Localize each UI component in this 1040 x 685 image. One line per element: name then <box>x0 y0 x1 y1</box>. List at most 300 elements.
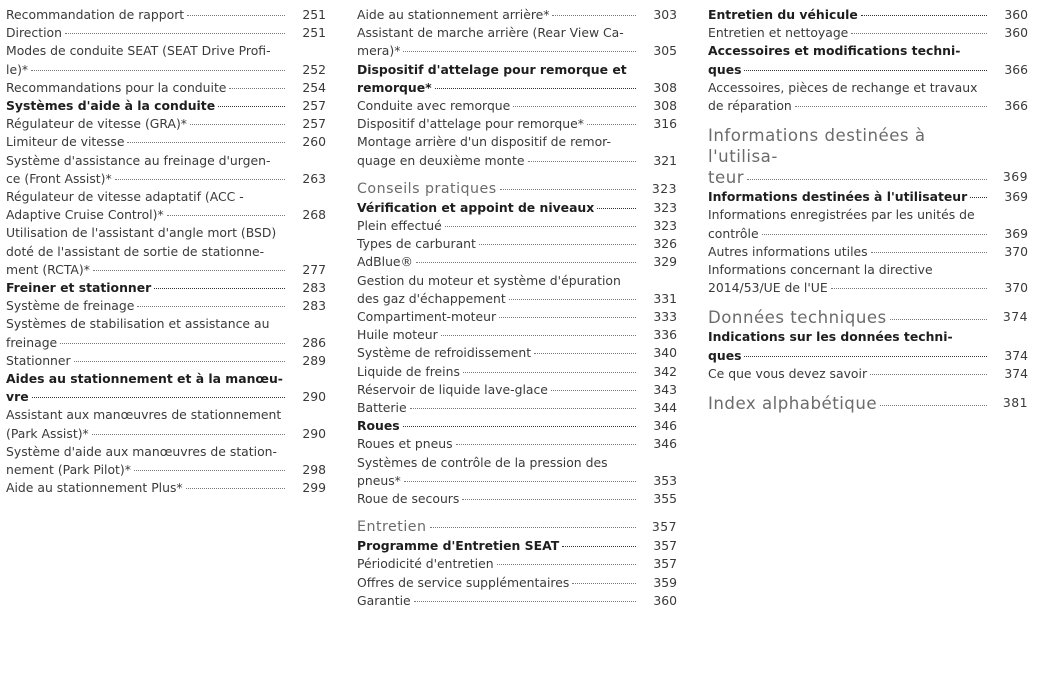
dot-leader <box>552 15 636 16</box>
toc-entry[interactable] <box>6 188 332 224</box>
toc-entry-title-line: de réparation <box>708 98 792 114</box>
toc-page-number: 355 <box>653 491 677 507</box>
toc-page-number: 303 <box>653 7 677 22</box>
toc-entry-title-line: Roues <box>357 418 400 434</box>
dot-leader <box>31 70 285 71</box>
toc-entry[interactable] <box>6 224 332 279</box>
toc-entry[interactable] <box>357 399 683 417</box>
toc-entry-title-line: ment (RCTA)* <box>6 261 90 277</box>
toc-entry-last-line <box>357 472 683 490</box>
toc-page-number: 283 <box>302 280 326 296</box>
toc-page-number: 331 <box>653 290 677 306</box>
toc-entry-title-line: Régulateur de vitesse (GRA)* <box>6 116 188 132</box>
toc-column-2 <box>357 6 683 610</box>
toc-entry-last-line <box>357 592 683 610</box>
toc-entry-title-line: freinage <box>6 334 58 350</box>
dot-leader <box>186 488 285 489</box>
toc-entry-last-line <box>357 253 683 271</box>
toc-entry[interactable] <box>357 537 683 555</box>
toc-page-number: 342 <box>653 363 677 379</box>
dot-leader <box>410 408 636 409</box>
toc-entry[interactable] <box>6 79 332 97</box>
toc-entry-title-line: Autres informations utiles <box>708 243 868 259</box>
toc-entry[interactable] <box>357 490 683 508</box>
toc-entry-last-line <box>708 393 1034 414</box>
toc-column-3 <box>708 6 1034 414</box>
toc-entry-last-line <box>357 344 683 362</box>
toc-entry[interactable] <box>357 574 683 592</box>
toc-entry-last-line <box>357 199 683 217</box>
toc-page-number: 316 <box>653 116 677 132</box>
toc-entry-title-line: Entretien du véhicule <box>708 7 858 22</box>
toc-page-number: 340 <box>653 345 677 361</box>
toc-entry-last-line <box>6 79 332 97</box>
toc-entry-title-line: Utilisation de l'assistant d'angle mort (BSD) <box>6 225 277 241</box>
toc-entry[interactable] <box>708 307 1034 328</box>
toc-entry[interactable] <box>708 79 1034 115</box>
dot-leader <box>500 189 636 190</box>
toc-entry[interactable] <box>6 42 332 78</box>
dot-leader <box>497 564 636 565</box>
toc-entry-title-line: Freiner et stationner <box>6 280 152 296</box>
toc-page-number: 308 <box>653 79 677 95</box>
dot-leader <box>479 244 636 245</box>
toc-entry-title-line: Adaptive Cruise Control)* <box>6 207 164 223</box>
toc-entry[interactable] <box>6 297 332 315</box>
toc-entry-last-line <box>6 297 332 315</box>
dot-leader <box>74 361 285 362</box>
toc-entry-title-line: Plein effectué <box>357 218 442 234</box>
toc-entry-title-line: Conseils pratiques <box>357 180 497 197</box>
toc-entry[interactable] <box>357 61 683 97</box>
toc-page-number: 374 <box>1002 309 1028 325</box>
toc-page-number: 357 <box>653 538 677 554</box>
toc-entry-title-line: Direction <box>6 25 62 41</box>
toc-entry-title-line: Conduite avec remorque <box>357 98 511 114</box>
toc-page-number: 321 <box>653 152 677 168</box>
toc-page-number: 366 <box>1004 61 1028 77</box>
toc-entry-title-line: ce (Front Assist)* <box>6 170 112 186</box>
toc-page-number: 346 <box>653 418 677 434</box>
dot-leader <box>115 179 285 180</box>
toc-entry-last-line <box>6 206 332 224</box>
toc-entry-title-line: mera)* <box>357 43 401 59</box>
toc-entry-last-line <box>6 425 332 443</box>
toc-entry[interactable] <box>357 518 683 537</box>
toc-entry[interactable] <box>357 435 683 453</box>
toc-page-number: 323 <box>653 199 677 215</box>
toc-entry-title-line: Régulateur de vitesse adaptatif (ACC - <box>6 189 244 205</box>
toc-entry-title-line: Systèmes de stabilisation et assistance au <box>6 316 270 332</box>
dot-leader <box>762 234 987 235</box>
dot-leader <box>435 88 636 89</box>
toc-page-number: 277 <box>302 261 326 277</box>
toc-entry-title-line: pneus* <box>357 472 401 488</box>
toc-entry-last-line <box>708 167 1034 188</box>
toc-entry-title-line: Système d'assistance au freinage d'urgen- <box>6 152 271 168</box>
toc-page-number: 329 <box>653 254 677 270</box>
toc-entry-title-line: Entretien et nettoyage <box>708 25 849 41</box>
dot-leader <box>404 481 636 482</box>
toc-entry-title-line: Offres de service supplémentaires <box>357 574 570 590</box>
toc-entry-title-line: le)* <box>6 61 29 77</box>
dot-leader <box>463 372 636 373</box>
toc-entry[interactable] <box>357 363 683 381</box>
toc-page-number: 323 <box>651 180 677 196</box>
dot-leader <box>597 208 636 209</box>
toc-entry-last-line <box>357 217 683 235</box>
toc-entry-title-line: Accessoires, pièces de rechange et travaux <box>708 79 978 95</box>
dot-leader <box>587 124 636 125</box>
toc-entry-last-line <box>708 307 1034 328</box>
toc-entry-last-line <box>6 261 332 279</box>
toc-entry-last-line <box>357 115 683 133</box>
dot-leader <box>572 583 636 584</box>
toc-entry-title-line: Recommandations pour la conduite <box>6 79 227 95</box>
toc-entry[interactable] <box>357 308 683 326</box>
toc-entry-title-line: Système d'aide aux manœuvres de station- <box>6 443 277 459</box>
toc-entry[interactable] <box>357 6 683 24</box>
toc-entry-title-line: quage en deuxième monte <box>357 152 525 168</box>
toc-entry-last-line <box>357 417 683 435</box>
toc-entry-last-line <box>6 388 332 406</box>
toc-page-number: 381 <box>1002 395 1028 411</box>
toc-entry-title-line: Recommandation de rapport <box>6 7 185 22</box>
toc-entry-last-line <box>357 308 683 326</box>
toc-entry-title-line: ques <box>708 347 742 363</box>
toc-entry[interactable] <box>6 443 332 479</box>
dot-leader <box>795 106 987 107</box>
dot-leader <box>229 88 285 89</box>
toc-page-number: 257 <box>302 116 326 132</box>
dot-leader <box>528 161 636 162</box>
toc-page-number: 289 <box>302 352 326 368</box>
toc-entry-last-line <box>708 347 1034 365</box>
toc-entry[interactable] <box>6 97 332 115</box>
toc-entry-last-line <box>708 97 1034 115</box>
toc-entry-last-line <box>357 97 683 115</box>
toc-page-number: 286 <box>302 334 326 350</box>
toc-entry[interactable] <box>708 243 1034 261</box>
toc-page-number: 251 <box>302 7 326 22</box>
toc-entry-title-line: Accessoires et modifications techni- <box>708 43 961 59</box>
toc-page-number: 374 <box>1004 347 1028 363</box>
dot-leader <box>445 226 636 227</box>
dot-leader <box>60 343 285 344</box>
toc-entry-title-line: teur <box>708 168 745 188</box>
dot-leader <box>416 262 636 263</box>
toc-page-number: 283 <box>302 298 326 314</box>
toc-entry[interactable] <box>6 24 332 42</box>
toc-entry-title-line: (Park Assist)* <box>6 425 89 441</box>
toc-entry[interactable] <box>357 24 683 60</box>
toc-entry[interactable] <box>357 272 683 308</box>
toc-entry-title-line: Gestion du moteur et système d'épuration <box>357 272 621 288</box>
toc-entry-title-line: Informations destinées à l'utilisa- <box>708 126 926 167</box>
toc-entry-last-line <box>708 225 1034 243</box>
toc-page-number: 359 <box>653 574 677 590</box>
toc-entry[interactable] <box>357 253 683 271</box>
toc-page-number: 369 <box>1004 225 1028 241</box>
toc-entry-last-line <box>6 24 332 42</box>
toc-page-number: 305 <box>653 43 677 59</box>
dot-leader <box>744 70 987 71</box>
toc-entry-title-line: Systèmes de contrôle de la pression des <box>357 454 608 470</box>
dot-leader <box>414 601 636 602</box>
toc-entry-title-line: Informations concernant la directive <box>708 262 933 278</box>
toc-entry-title-line: AdBlue® <box>357 254 413 270</box>
toc-entry-title-line: Systèmes d'aide à la conduite <box>6 98 216 114</box>
toc-entry-last-line <box>708 279 1034 297</box>
toc-entry-last-line <box>357 6 683 24</box>
dot-leader <box>890 319 987 320</box>
dot-leader <box>127 142 285 143</box>
dot-leader <box>513 106 636 107</box>
dot-leader <box>831 288 987 289</box>
toc-page-number: 298 <box>302 462 326 478</box>
toc-entry-title-line: Système de freinage <box>6 298 135 314</box>
toc-page-number: 333 <box>653 309 677 325</box>
toc-entry[interactable] <box>6 370 332 406</box>
dot-leader <box>970 197 987 198</box>
toc-page-number: 360 <box>1004 25 1028 41</box>
toc-page-number: 366 <box>1004 98 1028 114</box>
dot-leader <box>551 390 636 391</box>
toc-entry[interactable] <box>6 479 332 497</box>
toc-entry-title-line: Index alphabétique <box>708 394 878 414</box>
toc-entry-title-line: contrôle <box>708 225 759 241</box>
toc-entry-last-line <box>357 42 683 60</box>
toc-page-number: 370 <box>1004 243 1028 259</box>
toc-page-number: 251 <box>302 25 326 41</box>
toc-column-1 <box>6 6 332 497</box>
toc-entry-last-line <box>357 180 683 199</box>
toc-page-number: 357 <box>653 556 677 572</box>
toc-entry[interactable] <box>6 152 332 188</box>
toc-entry-title-line: Dispositif d'attelage pour remorque et <box>357 61 627 77</box>
toc-entry-title-line: Montage arrière d'un dispositif de remor- <box>357 134 611 150</box>
toc-entry[interactable] <box>6 315 332 351</box>
toc-entry-last-line <box>708 61 1034 79</box>
toc-entry-last-line <box>6 352 332 370</box>
toc-entry-title-line: Dispositif d'attelage pour remorque* <box>357 116 584 132</box>
toc-entry-title-line: des gaz d'échappement <box>357 290 506 306</box>
toc-entry[interactable] <box>357 344 683 362</box>
toc-entry-last-line <box>357 537 683 555</box>
toc-entry[interactable] <box>6 133 332 151</box>
toc-entry[interactable] <box>708 328 1034 364</box>
dot-leader <box>851 33 987 34</box>
toc-entry-last-line <box>357 518 683 537</box>
toc-entry-title-line: Ce que vous devez savoir <box>708 365 868 381</box>
toc-entry-title-line: Vérification et appoint de niveaux <box>357 199 595 215</box>
toc-entry-title-line: vre <box>6 389 29 405</box>
toc-entry-title-line: Limiteur de vitesse <box>6 134 125 150</box>
toc-entry-title-line: Batterie <box>357 400 407 416</box>
toc-entry-title-line: Informations destinées à l'utilisateur <box>708 189 968 205</box>
toc-entry[interactable] <box>6 352 332 370</box>
toc-entry-title-line: Roues et pneus <box>357 436 453 452</box>
toc-page-number: 299 <box>302 480 326 496</box>
toc-entry[interactable] <box>708 24 1034 42</box>
dot-leader <box>499 317 636 318</box>
dot-leader <box>403 426 636 427</box>
dot-leader <box>870 374 987 375</box>
toc-entry-last-line <box>357 235 683 253</box>
dot-leader <box>441 335 636 336</box>
toc-entry-last-line <box>6 61 332 79</box>
dot-leader <box>218 106 285 107</box>
toc-page-number: 257 <box>302 98 326 114</box>
toc-entry[interactable] <box>6 406 332 442</box>
dot-leader <box>861 15 987 16</box>
toc-entry[interactable] <box>357 133 683 169</box>
toc-page-number: 370 <box>1004 280 1028 296</box>
toc-entry-title-line: Compartiment-moteur <box>357 309 497 325</box>
toc-entry[interactable] <box>6 279 332 297</box>
toc-entry-title-line: Aides au stationnement et à la manœu- <box>6 371 283 387</box>
toc-entry[interactable] <box>357 555 683 573</box>
toc-entry[interactable] <box>708 206 1034 242</box>
toc-entry-title-line: ques <box>708 61 742 77</box>
toc-entry[interactable] <box>357 115 683 133</box>
toc-entry-last-line <box>357 574 683 592</box>
toc-entry-last-line <box>6 6 332 24</box>
toc-entry-last-line <box>708 365 1034 383</box>
toc-entry[interactable] <box>6 115 332 133</box>
toc-entry-last-line <box>6 479 332 497</box>
toc-entry-title-line: doté de l'assistant de sortie de stationne- <box>6 243 265 259</box>
dot-leader <box>871 252 987 253</box>
toc-entry-title-line: Assistant aux manœuvres de stationnement <box>6 407 282 423</box>
toc-entry-last-line <box>357 326 683 344</box>
toc-entry-last-line <box>708 243 1034 261</box>
toc-entry-title-line: Modes de conduite SEAT (SEAT Drive Profi- <box>6 43 271 59</box>
toc-page-number: 369 <box>1002 169 1028 185</box>
toc-page-number: 369 <box>1004 189 1028 205</box>
dot-leader <box>65 33 285 34</box>
toc-entry-title-line: Huile moteur <box>357 327 438 343</box>
toc-entry-title-line: Programme d'Entretien SEAT <box>357 538 560 554</box>
toc-entry-title-line: 2014/53/UE de l'UE <box>708 280 828 296</box>
toc-entry-title-line: remorque* <box>357 79 432 95</box>
dot-leader <box>190 124 285 125</box>
toc-entry[interactable] <box>708 42 1034 78</box>
toc-entry-title-line: Aide au stationnement arrière* <box>357 7 550 22</box>
toc-entry[interactable] <box>357 592 683 610</box>
toc-entry-title-line: nement (Park Pilot)* <box>6 462 131 478</box>
toc-entry[interactable] <box>708 261 1034 297</box>
toc-entry-last-line <box>357 363 683 381</box>
toc-entry-last-line <box>357 381 683 399</box>
toc-page-number: 360 <box>653 592 677 608</box>
toc-entry[interactable] <box>708 365 1034 383</box>
toc-entry[interactable] <box>357 180 683 199</box>
dot-leader <box>167 215 285 216</box>
toc-entry-title-line: Informations enregistrées par les unités de <box>708 207 975 223</box>
toc-entry-title-line: Aide au stationnement Plus* <box>6 480 183 496</box>
toc-page-number: 254 <box>302 79 326 95</box>
toc-entry-title-line: Réservoir de liquide lave-glace <box>357 381 548 397</box>
toc-entry[interactable] <box>708 125 1034 188</box>
toc-entry-title-line: Entretien <box>357 519 427 536</box>
toc-entry[interactable] <box>357 199 683 217</box>
dot-leader <box>744 356 987 357</box>
toc-entry-last-line <box>6 170 332 188</box>
toc-page-number: 357 <box>651 519 677 535</box>
toc-entry-last-line <box>6 97 332 115</box>
toc-entry-last-line <box>357 290 683 308</box>
dot-leader <box>93 270 285 271</box>
dot-leader <box>534 353 636 354</box>
toc-entry-last-line <box>357 79 683 97</box>
toc-entry-title-line: Système de refroidissement <box>357 345 532 361</box>
toc-entry[interactable] <box>708 6 1034 24</box>
dot-leader <box>430 527 637 528</box>
toc-entry[interactable] <box>6 6 332 24</box>
dot-leader <box>137 306 285 307</box>
dot-leader <box>462 499 636 500</box>
toc-entry-last-line <box>6 133 332 151</box>
toc-page-number: 360 <box>1004 7 1028 22</box>
toc-entry-last-line <box>708 188 1034 206</box>
toc-entry[interactable] <box>357 417 683 435</box>
toc-entry-last-line <box>6 279 332 297</box>
toc-entry-last-line <box>357 555 683 573</box>
toc-page-number: 308 <box>653 98 677 114</box>
toc-entry[interactable] <box>357 381 683 399</box>
toc-entry[interactable] <box>357 326 683 344</box>
toc-page-number: 268 <box>302 207 326 223</box>
toc-entry-title-line: Liquide de freins <box>357 363 460 379</box>
toc-page-number: 326 <box>653 236 677 252</box>
toc-entry-title-line: Périodicité d'entretien <box>357 556 494 572</box>
dot-leader <box>509 299 636 300</box>
toc-page-number: 252 <box>302 61 326 77</box>
dot-leader <box>562 546 636 547</box>
toc-entry[interactable] <box>357 454 683 490</box>
toc-entry-title-line: Types de carburant <box>357 236 476 252</box>
toc-entry[interactable] <box>357 217 683 235</box>
toc-entry-last-line <box>6 461 332 479</box>
dot-leader <box>134 470 285 471</box>
dot-leader <box>456 444 636 445</box>
toc-entry-title-line: Indications sur les données techni- <box>708 329 953 345</box>
toc-entry[interactable] <box>708 188 1034 206</box>
toc-entry[interactable] <box>357 97 683 115</box>
dot-leader <box>403 51 636 52</box>
toc-page-number: 344 <box>653 400 677 416</box>
toc-entry-last-line <box>357 399 683 417</box>
toc-page-number: 263 <box>302 170 326 186</box>
toc-page-number: 346 <box>653 436 677 452</box>
toc-page-number: 353 <box>653 472 677 488</box>
dot-leader <box>187 15 285 16</box>
toc-entry-last-line <box>708 24 1034 42</box>
toc-page-number: 290 <box>302 389 326 405</box>
dot-leader <box>32 397 285 398</box>
toc-page-number: 336 <box>653 327 677 343</box>
toc-entry-last-line <box>357 490 683 508</box>
dot-leader <box>154 288 285 289</box>
toc-entry[interactable] <box>357 235 683 253</box>
dot-leader <box>747 179 987 180</box>
toc-page-number: 323 <box>653 218 677 234</box>
toc-entry[interactable] <box>708 393 1034 414</box>
toc-entry-title-line: Roue de secours <box>357 491 460 507</box>
toc-entry-last-line <box>6 334 332 352</box>
toc-page-number: 374 <box>1004 365 1028 381</box>
